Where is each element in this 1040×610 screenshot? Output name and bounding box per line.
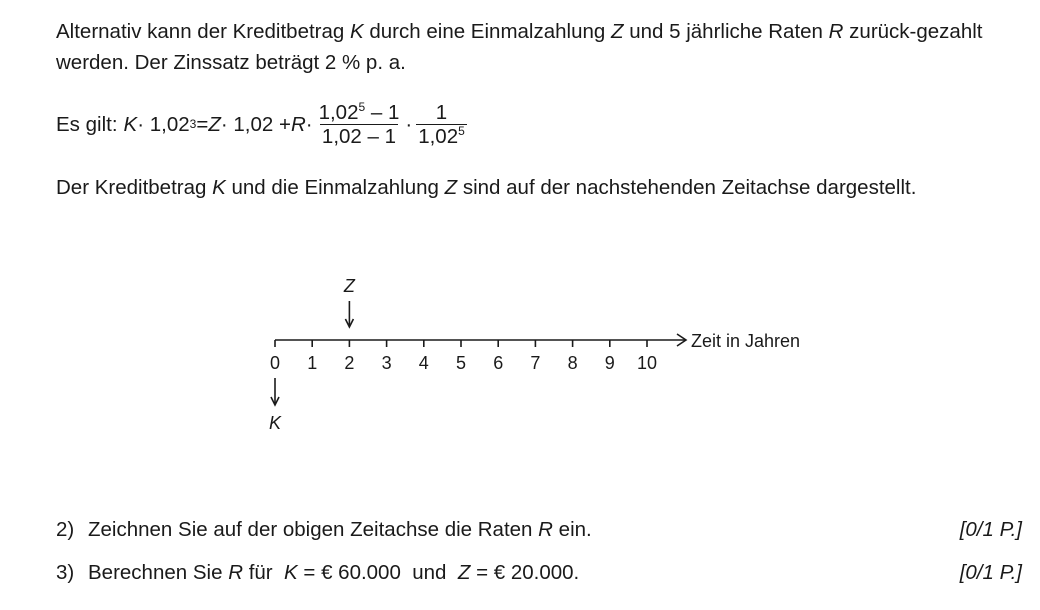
variable-k: K: [350, 20, 364, 43]
text: sind auf der nachstehenden Zeitachse dargestellt.: [457, 176, 917, 199]
formula-term: ·: [305, 112, 313, 136]
text: durch eine Einmalzahlung: [363, 20, 611, 43]
text: Alternativ kann der Kreditbetrag: [56, 20, 350, 43]
fraction-denominator: 1,02 – 1: [321, 124, 397, 148]
variable-r: R: [290, 112, 306, 136]
tick-label: 10: [636, 353, 658, 373]
tick-label: 2: [344, 353, 355, 373]
task-text: Zeichnen Sie auf der obigen Zeitachse die Raten R ein.: [88, 518, 592, 541]
text: Der Kreditbetrag: [56, 176, 213, 199]
tick-label: 4: [418, 353, 429, 373]
text: und die Einmalzahlung: [225, 176, 445, 199]
task-2: [56, 516, 1022, 544]
payment-label: Z: [343, 276, 355, 296]
variable-z: Z: [610, 20, 624, 43]
text: und 5 jährliche Raten: [623, 20, 829, 43]
variable-z: Z: [444, 176, 458, 199]
fraction-denominator: 1,02$^5$: [418, 123, 465, 148]
task-points: [0/1 P.]: [959, 518, 1022, 541]
variable-z: Z: [208, 112, 221, 136]
tick-label: 9: [604, 353, 615, 373]
formula-term: ·: [405, 112, 413, 136]
variable-k: K: [212, 176, 226, 199]
task-points: [0/1 P.]: [959, 561, 1022, 584]
formula-term: · 1,02 +: [220, 112, 291, 136]
fraction-numerator: 1,02$^5$ – 1: [318, 99, 400, 124]
equals-sign: =: [196, 112, 209, 136]
variable-k: K: [123, 112, 138, 136]
tick-label: 7: [530, 353, 541, 373]
formula: Es gilt: K · 1,02 3 = Z · 1,02 + R · $\frac{1,02^5 - 1}{1,02 - 1}$ · $\frac{1}{1,02^5}$: [56, 99, 465, 148]
text: zurück-gezahlt werden. Der Zinssatz beträgt 2 % p. a.: [56, 20, 983, 74]
tick-label: 0: [269, 353, 281, 373]
task-text: Berechnen Sie R für K = € 60.000 und Z = € 20.000.: [88, 561, 580, 584]
task-number: 3): [56, 561, 75, 584]
formula-prefix: Es gilt:: [56, 112, 118, 136]
axis-label: Zeit in Jahren: [691, 331, 801, 351]
tick-label: 6: [493, 353, 504, 373]
variable-r: R: [828, 20, 844, 43]
formula-term: · 1,02: [137, 112, 190, 136]
fraction-numerator: 1: [435, 100, 448, 124]
tick-group: [270, 340, 657, 373]
tick-label: 8: [567, 353, 578, 373]
tick-label: 1: [307, 353, 318, 373]
task-3: [56, 559, 1022, 587]
tick-label: 3: [381, 353, 392, 373]
tick-label: 5: [455, 353, 467, 373]
task-number: 2): [56, 518, 75, 541]
payment-label: K: [268, 413, 282, 433]
